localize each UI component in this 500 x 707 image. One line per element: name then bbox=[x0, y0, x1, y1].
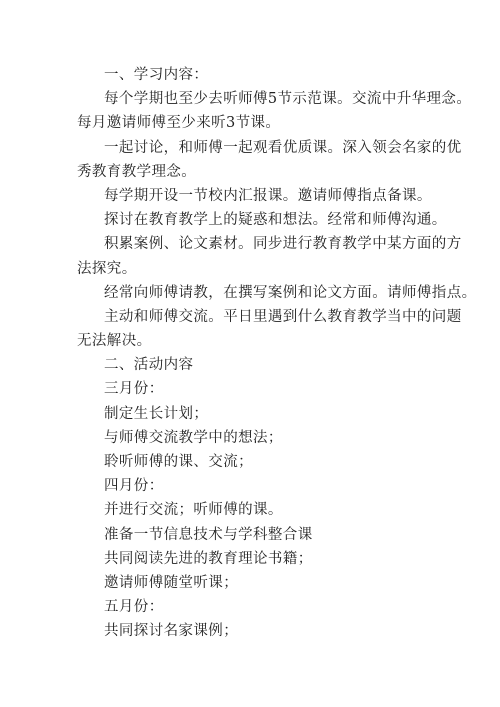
paragraph-line: 积累案例、论文素材。同步进行教育教学中某方面的方 bbox=[104, 236, 462, 253]
paragraph-line: 每月邀请师傅至少来听3节课。 bbox=[77, 115, 281, 132]
paragraph-line: 主动和师傅交流。平日里遇到什么教育教学当中的问题 bbox=[104, 308, 462, 325]
month-heading-april: 四月份： bbox=[104, 478, 164, 495]
document-body bbox=[77, 63, 477, 644]
paragraph-line: 探讨在教育教学上的疑惑和想法。经常和师傅沟通。 bbox=[104, 212, 447, 229]
list-item: 聆听师傅的课、交流； bbox=[104, 454, 253, 470]
list-item: 准备一节信息技术与学科整合课 bbox=[104, 526, 313, 543]
list-item: 与师傅交流教学中的想法； bbox=[104, 429, 283, 446]
paragraph-line: 无法解决。 bbox=[77, 333, 152, 350]
paragraph-line: 一起讨论，和师傅一起观看优质课。深入领会名家的优 bbox=[104, 139, 462, 156]
paragraph-line: 每个学期也至少去听师傅5节示范课。交流中升华理念。 bbox=[104, 91, 472, 108]
list-item: 并进行交流；听师傅的课。 bbox=[104, 502, 283, 519]
paragraph-line: 秀教育教学理念。 bbox=[77, 163, 197, 180]
month-heading-may: 五月份： bbox=[104, 599, 164, 616]
list-item: 邀请师傅随堂听课； bbox=[104, 574, 239, 591]
month-heading-march: 三月份： bbox=[104, 381, 164, 398]
list-item: 共同阅读先进的教育理论书籍； bbox=[104, 550, 313, 567]
section-heading-activity-content: 二、活动内容 bbox=[104, 357, 194, 374]
paragraph-line: 每学期开设一节校内汇报课。邀请师傅指点备课。 bbox=[104, 187, 432, 204]
list-item: 制定生长计划； bbox=[104, 405, 209, 422]
paragraph-line: 经常向师傅请教，在撰写案例和论文方面。请师傅指点。 bbox=[104, 284, 477, 301]
paragraph-line: 法探究。 bbox=[77, 260, 137, 277]
section-heading-study-content: 一、学习内容： bbox=[104, 67, 209, 83]
list-item: 共同探讨名家课例； bbox=[104, 623, 239, 640]
